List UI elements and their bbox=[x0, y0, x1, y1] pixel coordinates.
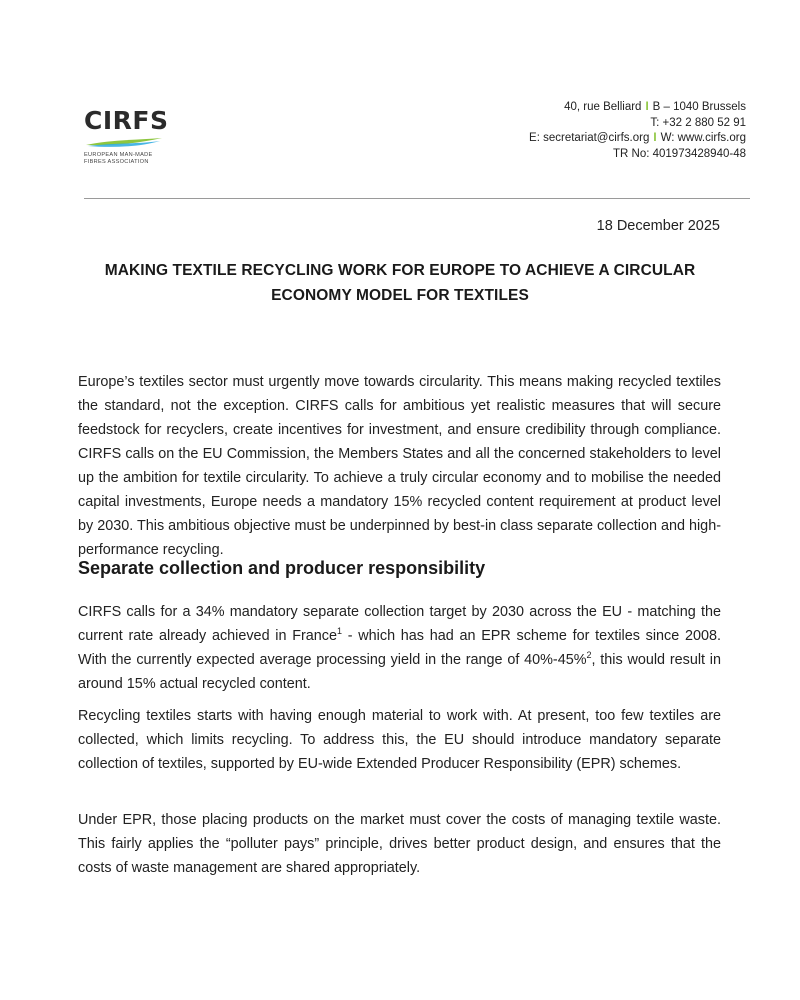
collection-target-paragraph bbox=[78, 600, 721, 696]
footnote-ref-1[interactable]: 1 bbox=[337, 626, 343, 637]
epr-paragraph: Under EPR, those placing products on the market must cover the costs of managing textile waste. This fairly applies the “polluter pays” principle, drives better product design, and ensures that the costs of waste management are shared appropriately. bbox=[78, 812, 721, 876]
footnote-ref-2[interactable]: 2 bbox=[586, 650, 592, 661]
header-divider bbox=[84, 198, 750, 199]
para2-text-3: , this would result in around 15% actual recycled content. bbox=[78, 652, 721, 692]
address-line-3 bbox=[529, 131, 746, 147]
tr-number: TR No: 401973428940-48 bbox=[613, 147, 746, 160]
document-title bbox=[80, 258, 720, 308]
logo-wordmark: CIRFS bbox=[84, 106, 169, 135]
section-heading: Separate collection and producer responsibility bbox=[78, 558, 486, 578]
street: 40, rue Belliard bbox=[564, 101, 642, 113]
document-date: 18 December 2025 bbox=[596, 218, 720, 234]
website-link[interactable]: W: www.cirfs.org bbox=[660, 132, 746, 144]
city: B – 1040 Brussels bbox=[652, 101, 746, 113]
intro-paragraph: Europe’s textiles sector must urgently move towards circularity. This means making recycled textiles the standard, not the exception. CIRFS calls for ambitious yet realistic measures that will secure feedstock for recyclers, create incentives for investment, and ensure credibility through compliance. CIRFS calls on the EU Commission, the Members States and all the concerned stakeholders to level up the ambition for textile circularity. To achieve a truly circular economy and to mobilise the needed capital investments, Europe needs a mandatory 15% recycled content requirement at product level by 2030. This ambitious objective must be underpinned by best-in class separate collection and high-performance recycling. bbox=[78, 374, 721, 558]
wave-logo-icon bbox=[84, 136, 166, 148]
cirfs-logo bbox=[84, 108, 174, 166]
address-block bbox=[529, 100, 746, 162]
recycling-paragraph: Recycling textiles starts with having enough material to work with. At present, too few textiles are collected, which limits recycling. To address this, the EU should introduce mandatory separate collection of textiles, supported by EU-wide Extended Producer Responsibility (EPR) schemes. bbox=[78, 708, 721, 772]
logo-subtitle bbox=[84, 152, 174, 166]
address-line-1 bbox=[529, 100, 746, 116]
email-link[interactable]: E: secretariat@cirfs.org bbox=[529, 132, 650, 144]
para2-text-1: CIRFS calls for a 34% mandatory separate collection target by 2030 across the EU - matching the current rate already achieved in France bbox=[78, 604, 721, 644]
phone: T: +32 2 880 52 91 bbox=[650, 116, 746, 129]
para2-text-2: - which has had an EPR scheme for textiles since 2008. With the currently expected average processing yield in the range of 40%-45% bbox=[78, 628, 721, 668]
separator: I bbox=[645, 101, 649, 113]
logo-subtitle-line1: EUROPEAN MAN-MADE bbox=[84, 152, 153, 158]
separator: I bbox=[653, 132, 657, 144]
logo-subtitle-line2: FIBRES ASSOCIATION bbox=[84, 159, 149, 165]
title-line-2: ECONOMY MODEL FOR TEXTILES bbox=[271, 287, 529, 304]
title-line-1: MAKING TEXTILE RECYCLING WORK FOR EUROPE TO ACHIEVE A CIRCULAR bbox=[104, 262, 696, 279]
